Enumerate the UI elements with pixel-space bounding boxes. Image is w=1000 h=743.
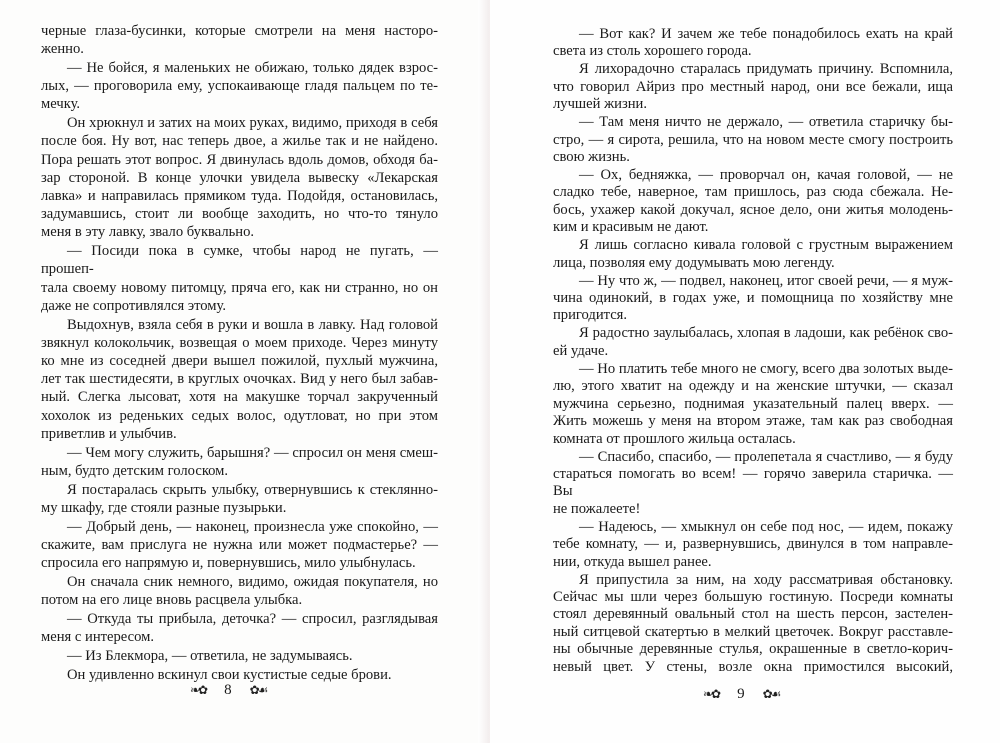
paragraph [553,273,953,325]
text-line: свою жизнь. [553,149,630,166]
text-line: лю, этого хватит на одежду и на женские штучки, — сказал [553,378,953,395]
paragraph [553,237,953,272]
paragraph [41,573,438,609]
text-line: света из столь хорошего города. [553,43,752,60]
text-line: — Надеюсь, — хмыкнул он себе под нос, — идем, покажу [579,518,953,535]
text-line: зар стороной. В конце улочки увидела вывеску «Лекарская [41,169,438,186]
ornament-icon: ✿☙ [249,683,267,697]
text-line: тебе комнату, — и, развернувшись, двинулся в том направле- [553,536,953,553]
text-line: лица, позволяя ему додумывать мою легенду. [553,254,835,271]
text-line: меня в эту лавку, звало буквально. [41,224,255,241]
text-line: ким и красивым не дают. [553,219,709,236]
text-line: Он хрюкнул и затих на моих руках, видимо, приходя в себя [67,115,438,132]
page-number-left [190,682,266,699]
text-line: стро, — я сирота, решила, что на новом месте смогу построить [553,131,953,148]
paragraph [553,361,953,448]
paragraph [41,481,438,517]
text-line: комната от прошлого жильца осталась. [553,430,796,447]
text-line: Я радостно заулыбалась, хлопая в ладоши, как ребёнок сво- [579,325,953,342]
text-line: стоял деревянный овальный стол на шесть персон, застелен- [553,606,953,623]
text-line: после боя. Ну вот, нас теперь двое, а жилье так и не найдено. [41,133,438,150]
left-page [0,0,490,743]
text-line: лучшей жизни. [553,96,648,113]
text-line: Я постаралась скрыть улыбку, отвернувшись к стеклянно- [67,481,438,498]
paragraph [553,519,953,571]
paragraph [553,167,953,237]
text-line: — Не бойся, я маленьких не обижаю, только дядек взрос- [67,60,438,76]
text-line: задумавшись, стоит ли вообще заходить, но что-то тянуло [41,206,438,223]
text-line: меня с интересом. [41,629,155,646]
text-line: лавка» и направилась прямиком туда. Подойдя, остановилась, [41,188,438,205]
text-line: — Из Блекмора, — ответила, не задумываясь. [67,647,353,664]
text-line: не пожалеете! [553,500,641,517]
text-line: ны обычные деревянные стулья, окрашенные в светло-корич- [553,641,953,658]
text-line: Он удивленно вскинул свои кустистые седые брови. [67,666,392,683]
text-line: — Чем могу служить, барышня? — спросил он меня смеш- [67,444,438,461]
text-line: ко мне из соседней двери вышел пожилой, пухлый мужчина, [41,353,438,370]
ornament-icon: ❧✿ [703,687,720,701]
text-line: звякнул колокольчик, возвещая о моем приходе. Через минуту [41,334,438,351]
text-line: — Откуда ты прибыла, деточка? — спросил, разглядывая [67,610,438,627]
text-line: — Спасибо, спасибо, — пролепетала я счастливо, — я буду [579,448,953,465]
text-line: ным, будто детским голоском. [41,462,229,479]
text-line: даже не сопротивлялся этому. [41,297,227,314]
text-line: Я лишь согласно кивала головой с грустным выражением [579,237,953,254]
paragraph [41,610,438,646]
text-line: сладко тебе, наверное, там пришлось, раз сюда сбежала. Не- [553,184,953,201]
text-line: Я припустила за ним, на ходу рассматривая обстановку. [579,571,953,588]
text-line: невый цвет. У стены, возле окна примостился высокий, [553,658,953,675]
text-line: бось, ухажер какой докучал, ясное дело, они житья молодень- [553,201,953,218]
page-number: 8 [224,682,232,698]
paragraph [41,242,438,315]
paragraph [553,572,953,676]
text-line: му шкафу, где стояли разные пузырьки. [41,499,287,516]
paragraph [41,518,438,573]
paragraph [41,316,438,443]
ornament-icon: ❧✿ [190,683,207,697]
text-line: мужчина серьезно, поднимая указательный палец вверх. — [553,395,953,412]
text-line: чина одинокий, в годах уже, и помощница по хозяйству мне [553,290,953,307]
text-line: потом на его лице вновь расцвела улыбка. [41,592,303,609]
paragraph [41,22,438,58]
text-line: пригодится. [553,307,628,324]
paragraph [41,114,438,241]
text-line: — Вот как? И зачем же тебе понадобилось ехать на край [579,26,953,42]
text-line: стараться помогать во всем! — горячо заверила старичка. — Вы [553,465,953,500]
right-page [490,0,1000,743]
text-line: — Добрый день, — наконец, произнесла уже спокойно, — [67,518,438,535]
text-line: что говорил Айриз про местный народ, они все бежали, ища [553,78,953,95]
text-line: Выдохнув, взяла себя в руки и вошла в лавку. Над головой [67,316,438,333]
text-line: мечку. [41,96,81,113]
text-line: лых, — проговорила ему, успокаивающе гладя пальцем по те- [41,78,438,95]
paragraph [553,449,953,519]
text-line: тала своему новому питомцу, пряча его, как ни странно, но он [41,279,438,296]
paragraph [553,26,953,61]
text-line: Жить можешь у меня на втором этаже, там как раз свободная [553,413,953,430]
paragraph [41,444,438,480]
paragraph [553,114,953,166]
text-line: Я лихорадочно старалась придумать причину. Вспомнила, [579,61,953,78]
text-line: — Ну что ж, — подвел, наконец, итог своей речи, — я муж- [579,272,953,289]
text-line: Он сначала сник немного, видимо, ожидая покупателя, но [67,573,438,590]
paragraph [553,61,953,113]
text-line: нии, откуда вышел ранее. [553,553,712,570]
text-line: спросила его напрямую и, повернувшись, мило улыбнулась. [41,555,416,572]
paragraph [41,647,438,665]
text-line: черные глаза-бусинки, которые смотрели на меня насторо- [41,23,438,39]
text-line: лет так шестидесяти, в круглых очочках. Вид у него был забав- [41,371,438,388]
text-line: хохолок из реденьких седых волос, одутловат, но при этом [41,407,438,424]
text-line: — Посиди пока в сумке, чтобы народ не пугать, — прошеп- [41,243,438,278]
text-line: скажите, вам прислуга не нужна или может подмастерье? — [41,536,438,553]
paragraph [41,59,438,114]
text-line: Сейчас мы шли через большую гостиную. Посреди комнаты [553,588,953,605]
text-line: — Но платить тебе много не смогу, всего два золотых выде- [579,360,953,377]
right-page-text [553,26,953,677]
page-number-right [703,686,779,703]
ornament-icon: ✿☙ [762,687,780,701]
text-line: Пора решать этот вопрос. Я двинулась вдоль домов, обходя ба- [41,151,438,168]
paragraph [553,325,953,360]
text-line: ный. Слегка лысоват, хотя на макушке торчал закрученный [41,389,438,406]
page-number: 9 [737,686,745,702]
text-line: — Там меня ничто не держало, — ответила старичку бы- [579,114,953,131]
left-page-text [41,22,438,684]
text-line: женно. [41,41,84,58]
text-line: ей удаче. [553,342,609,359]
text-line: — Ох, бедняжка, — проворчал он, качая головой, — не [579,167,953,184]
text-line: ный ситцевой скатертью в мелкий цветочек. Вокруг расставле- [553,623,953,640]
text-line: приветлив и улыбчив. [41,425,177,442]
